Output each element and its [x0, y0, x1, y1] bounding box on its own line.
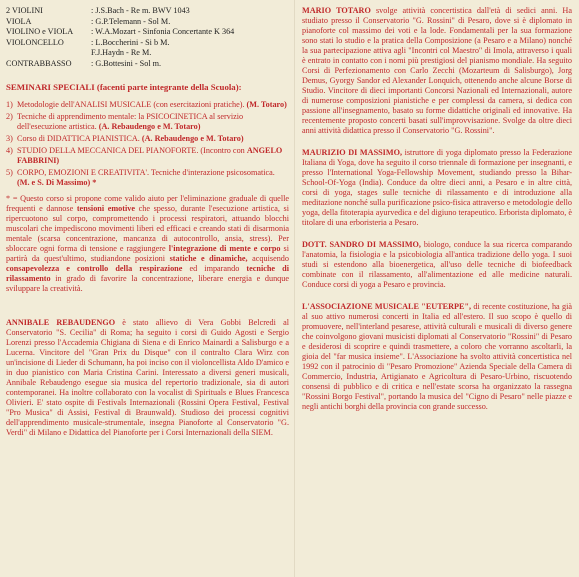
- program-piece: F.J.Haydn - Re M.: [91, 48, 152, 58]
- seminar-text: Corso di DIDATTICA PIANISTICA.: [17, 133, 140, 143]
- bio-sandro-di-massimo: [302, 240, 572, 290]
- seminars-list: [6, 100, 289, 188]
- program-piece: : G.P.Telemann - Sol M.: [91, 16, 171, 26]
- program-piece: : W.A.Mozart - Sinfonia Concertante K 364: [91, 27, 235, 37]
- bio-maurizio-di-massimo: [302, 148, 572, 228]
- seminar-teacher: (A. Rebaudengo e M. Totaro): [98, 121, 201, 131]
- program-row: [6, 38, 289, 49]
- program-instrument: [6, 48, 91, 59]
- seminar-item: [6, 168, 289, 188]
- program-piece: : G.Bottesini - Sol m.: [91, 58, 162, 68]
- program-instrument: CONTRABBASSO: [6, 58, 72, 68]
- seminar-teacher: (A. Rebaudengo e M. Totaro): [141, 133, 244, 143]
- bio-name: MARIO TOTARO: [302, 6, 371, 15]
- program-instrument: 2 VIOLINI: [6, 6, 43, 15]
- left-column: [6, 6, 289, 438]
- concert-program: [6, 6, 289, 70]
- seminar-teacher: ANGELO FABBRINI): [17, 145, 283, 165]
- seminar-text: Tecniche di apprendimento mentale: la PSICOCINETICA al servizio dell'esecuzione artistica.: [17, 111, 244, 131]
- bio-name: DOTT. SANDRO DI MASSIMO,: [302, 240, 421, 249]
- program-row: [6, 27, 289, 38]
- seminar-number: 5): [6, 167, 13, 177]
- seminar-item: [6, 134, 289, 144]
- bio-text: svolge attività concertistica dall'età di sedici anni. Ha studiato presso il Conservatorio "G. Rossini" di Pesaro, dove si è diplomato in pianoforte col massimo dei voti e la lode. Fondamentali per la sua formazione sono stati lo studio e la pratica della Composizione (a Pesaro e a Milano) nonché la sua partecipazione attiva agli "Incontri col Maestro" di Imola, attraverso i quali è entrato in contatto con i nomi più prestigiosi del pianismo mondiale. Ha seguito Corsi di Perfezionamento con Carlo Zecchi (Mozarteum di Salisburgo), Jorg Demus, Gyorgy Sandor ed Alexander Lonquich, ottenendo anche alcune Borse di Studio. Vincitore di dieci importanti Concorsi Nazionali ed Internazionali, autore di numerose composizioni pianistiche e per complessi da camera, si dedica con passione all'insegnamento, basato su forme didattiche originali ed innovative. Ha recentemente proposto concerti basati sull'improvvisazione. Svolge da oltre dieci anni attività didattica presso il Conservatorio "G. Rossini".: [302, 6, 572, 135]
- bio-name: L'ASSOCIAZIONE MUSICALE "EUTERPE",: [302, 302, 472, 311]
- seminar-footnote: * = Questo corso si propone come valido aiuto per l'eliminazione graduale di quelle frequenti e dannose tensioni emotive che spesso, durante l'esecuzione artistica, si ripercuotono sul corpo, compromettendo i processi respiratori, attuando blocchi muscolari che impediscono movimenti liberi ed efficaci e creando stati di disarmonia mentale (scarsa concentrazione, mancanza di autocontrollo, ansia, stress). Per sbloccare ogni forma di tensione e raggiungere l'integrazione di mente e corpo si partirà da quest'ultimo, studiandone posizioni statiche e dinamiche, acquisendo consapevolezza e controllo della respirazione ed imparando tecniche di rilassamento in grado di favorire la concentrazione, liberare energia e dunque sviluppare la creatività.: [6, 193, 290, 293]
- bio-euterpe: [302, 302, 572, 412]
- right-column: [302, 6, 572, 412]
- bio-text: biologo, conduce la sua ricerca comparando l'anatomia, la fisiologia e la psicobiologia all'antica tradizione dello yoga. I suoi studi si estendono alla bioenergetica, all'uso delle tecniche di biofeedback combinate con il rilassamento, all'alimentazione ed alle medicine naturali. Conduce corsi di yoga a Pesaro e provincia.: [302, 240, 572, 289]
- bio-rebaudengo: [6, 318, 289, 438]
- seminar-teacher: (M. e S. Di Massimo) *: [17, 177, 97, 187]
- column-divider: [294, 0, 295, 577]
- seminar-text: Metodologie dell'ANALISI MUSICALE (con esercitazioni pratiche).: [17, 99, 245, 109]
- program-row: [6, 17, 289, 28]
- bio-text: è stato allievo di Vera Gobbi Belcredi al Conservatorio "S. Cecilia" di Roma; ha seguito i corsi di Guido Agosti e Sergio Lorenzi presso l'Accademia Chigiana di Siena e di Enrico Mainardi a Salisburgo e a Lucerna. Vincitore del "Gran Prix du Disque" con il contralto Clara Wirz con un'incisione di Lieder di Schumann, ha poi inciso con il violoncellista Aldo D'amico e in duo pianistico con Maria Cristina Carini. Interessato a diversi generi musicali, Annibale Rebaudengo esegue sia musica del repertorio tradizionale, sia di autori contemporanei. Ha inoltre collaborato con la vocalist di Spirituals e Blues Francesca Olivieri. E' stato ospite di Festivals Internazionali (Rossini Opera Festival, Festival "Pro Musica" di Assisi, Festival di Braunwald). Studioso dei processi cognitivi dell'apprendimento musicale-strumentale, insegna Pianoforte al Conservatorio "G. Verdi" di Milano e Didattica del Pianoforte per i Corsi Internazionali della SIEM.: [6, 317, 289, 437]
- program-row: [6, 59, 289, 70]
- seminars-title: SEMINARI SPECIALI (facenti parte integrante della Scuola):: [6, 81, 242, 92]
- seminar-text: CORPO, EMOZIONI E CREATIVITA'. Tecniche d'interazione psicosomatica.: [17, 167, 275, 177]
- program-instrument: VIOLA: [6, 16, 32, 26]
- bio-text: istruttore di yoga diplomato presso la Federazione Italiana di Yoga, dove ha seguito il corso triennale di formazione per insegnanti, e presso l'International Yoga-Fellowship Movement, studiando presso la Bihar-School-Of-Yoga (India). Conduce da oltre dieci anni, a Pesaro e in altre città, corsi di yoga, stages sulle tecniche di rilassamento e di introduzione alla meditazione nonché sulla purificazione psico-fisica attraverso e metodologie dello yoga, della fitoterapia ayurvedica e del digiuno terapeutico. Erborista diplomato, è titolare di una erboristeria a Pesaro.: [302, 148, 572, 227]
- seminar-text: STUDIO DELLA MECCANICA DEL PIANOFORTE. (Incontro con: [17, 145, 245, 155]
- program-row: [6, 48, 289, 59]
- bio-name: MAURIZIO DI MASSIMO,: [302, 148, 403, 157]
- bio-text: di recente costituzione, ha già al suo attivo numerosi concerti in Italia ed all'estero. Il suo scopo è quello di promuovere, nell'interland pesarese, attività culturali e musicali di diverso genere che coinvolgono giovani musicisti diplomati al Conservatorio "Rossini" di Pesaro e desiderosi di scoprire e quindi trasmettere, a coloro che vorranno ascoltarli, la gioia del "far musica insieme". L'Associazione ha svolto attività concertistica nel 1992 con il patrocinio di "Pesaro Promozione" Azienda Speciale della Camera di Commercio, Industria, Artigianato e Agricoltura di Pesaro-Urbino, riscuotendo consensi di pubblico e di critica e nell'estate scorsa ha organizzato la rassegna "Rossini Borgo Festival", portando la musica del "Cigno di Pesaro" nelle piazze e negli antichi borghi della provincia con grande successo.: [302, 302, 572, 411]
- seminar-number: 3): [6, 133, 13, 143]
- seminar-number: 1): [6, 99, 13, 109]
- program-instrument: VIOLINO e VIOLA: [6, 27, 74, 37]
- seminar-item: [6, 146, 289, 166]
- seminar-teacher: (M. Totaro): [246, 99, 287, 109]
- program-row: [6, 6, 289, 17]
- seminar-number: 2): [6, 111, 13, 121]
- bio-name: ANNIBALE REBAUDENGO: [6, 317, 116, 327]
- seminar-item: [6, 112, 289, 132]
- program-piece: : L.Boccherini - Si b M.: [91, 37, 170, 47]
- seminar-item: [6, 100, 289, 110]
- program-instrument: VIOLONCELLO: [6, 37, 64, 47]
- bio-totaro: [302, 6, 572, 136]
- seminar-number: 4): [6, 145, 13, 155]
- program-piece: : J.S.Bach - Re m. BWV 1043: [91, 6, 190, 15]
